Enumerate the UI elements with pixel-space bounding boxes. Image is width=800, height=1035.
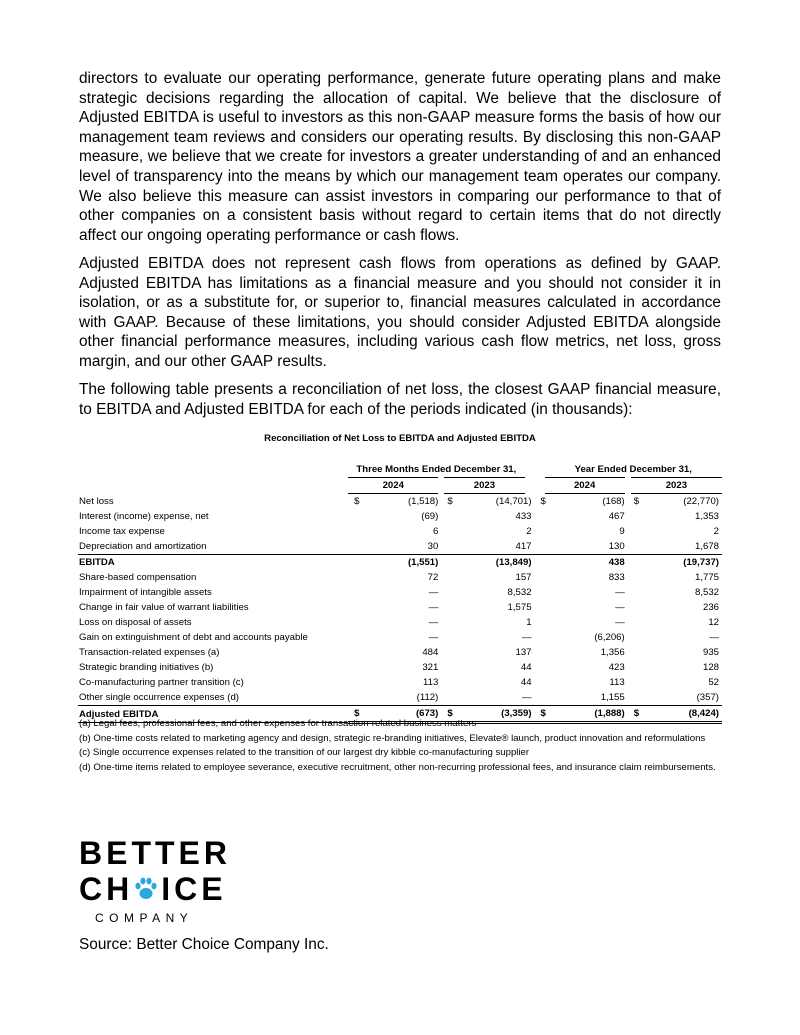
value-cell: (112) <box>416 692 439 703</box>
value-cell: (6,206) <box>594 632 625 643</box>
table-row <box>78 539 722 555</box>
reconciliation-table <box>78 462 722 724</box>
table-title: Reconciliation of Net Loss to EBITDA and Adjusted EBITDA <box>264 433 536 444</box>
currency-symbol <box>535 509 548 524</box>
currency-symbol <box>348 600 361 615</box>
currency-symbol <box>348 630 361 645</box>
value-cell: 484 <box>422 647 439 658</box>
value-cell: 113 <box>609 677 625 688</box>
table-row <box>78 509 722 524</box>
year-header: 2023 <box>628 478 722 494</box>
currency-symbol <box>441 524 454 539</box>
currency-symbol <box>535 690 548 706</box>
value-cell: 1,353 <box>694 511 719 522</box>
currency-symbol <box>348 645 361 660</box>
paragraph-table-intro: The following table presents a reconciliation of net loss, the closest GAAP financial measure, to EBITDA and Adjusted EBITDA for each of the periods indicated (in thousands): <box>79 381 721 418</box>
currency-symbol <box>535 675 548 690</box>
value-cell: 417 <box>515 541 532 552</box>
value-cell: 9 <box>619 526 625 537</box>
paw-print-icon <box>134 876 158 902</box>
value-cell: — <box>615 602 625 613</box>
row-label: EBITDA <box>78 555 348 571</box>
row-label: Interest (income) expense, net <box>79 511 209 522</box>
currency-symbol <box>628 615 641 630</box>
value-cell: 236 <box>702 602 719 613</box>
table-row <box>78 690 722 706</box>
currency-symbol <box>348 675 361 690</box>
row-label: Income tax expense <box>79 526 165 537</box>
currency-symbol <box>628 600 641 615</box>
row-label: Co-manufacturing partner transition (c) <box>79 677 244 688</box>
currency-symbol <box>348 690 361 706</box>
logo-text-ice: ICE <box>161 871 227 907</box>
value-cell: — <box>615 617 625 628</box>
currency-symbol <box>535 570 548 585</box>
row-label: Depreciation and amortization <box>79 541 207 552</box>
value-cell: (357) <box>696 692 719 703</box>
currency-symbol <box>348 585 361 600</box>
value-cell: (1,888) <box>547 706 628 723</box>
value-cell: 1,775 <box>694 572 719 583</box>
row-label: Change in fair value of warrant liabilities <box>79 602 249 613</box>
source-credit: Source: Better Choice Company Inc. <box>79 936 329 953</box>
value-cell: — <box>428 632 439 643</box>
value-cell: — <box>709 632 719 643</box>
logo-line-better: BETTER <box>79 835 231 871</box>
currency-symbol <box>441 600 454 615</box>
value-cell: 130 <box>608 541 625 552</box>
year-header: 2024 <box>535 478 628 494</box>
value-cell: 72 <box>427 572 439 583</box>
currency-symbol <box>628 570 641 585</box>
value-cell: (673) <box>361 706 442 723</box>
currency-symbol <box>535 555 548 571</box>
value-cell: 157 <box>515 572 532 583</box>
value-cell: (19,737) <box>640 555 722 571</box>
value-cell: 1,155 <box>600 692 625 703</box>
table-row <box>78 585 722 600</box>
table-row <box>78 555 722 571</box>
row-label: Adjusted EBITDA <box>78 706 348 723</box>
table-row <box>78 660 722 675</box>
currency-symbol <box>441 585 454 600</box>
row-label: Transaction-related expenses (a) <box>79 647 220 658</box>
value-cell: 137 <box>515 647 532 658</box>
currency-symbol <box>348 555 361 571</box>
value-cell: — <box>521 692 532 703</box>
value-cell: (14,701) <box>495 496 532 507</box>
currency-symbol <box>348 539 361 555</box>
value-cell: 8,532 <box>507 587 532 598</box>
value-cell: (13,849) <box>454 555 535 571</box>
value-cell: 321 <box>422 662 439 673</box>
currency-symbol <box>441 509 454 524</box>
currency-symbol <box>628 539 641 555</box>
currency-symbol <box>535 600 548 615</box>
value-cell: 1,575 <box>507 602 532 613</box>
footnote-c: (c) Single occurrence expenses related to the transition of our largest dry kibble co-manufacturing supplier <box>79 747 530 759</box>
currency-symbol: $ <box>633 496 640 507</box>
better-choice-logo <box>79 835 229 925</box>
currency-symbol <box>628 585 641 600</box>
row-label: Impairment of intangible assets <box>79 587 212 598</box>
footnote-b: (b) One-time costs related to marketing agency and design, strategic re-branding initiatives, Elevate® launch, product innovation and reformulations <box>79 732 706 744</box>
currency-symbol <box>628 675 641 690</box>
value-cell: 44 <box>520 662 532 673</box>
currency-symbol <box>348 615 361 630</box>
value-cell: 12 <box>708 617 719 628</box>
value-cell: 467 <box>608 511 625 522</box>
currency-symbol <box>535 660 548 675</box>
currency-symbol: $ <box>441 706 454 723</box>
year-header: 2024 <box>348 478 441 494</box>
currency-symbol <box>628 690 641 706</box>
value-cell: 30 <box>427 541 439 552</box>
table-row <box>78 494 722 510</box>
value-cell: (1,518) <box>407 496 439 507</box>
currency-symbol <box>348 570 361 585</box>
currency-symbol: $ <box>628 706 641 723</box>
value-cell: 113 <box>423 677 439 688</box>
row-label: Gain on extinguishment of debt and accounts payable <box>79 632 308 643</box>
currency-symbol: $ <box>540 496 546 507</box>
value-cell: (22,770) <box>683 496 719 507</box>
value-cell: 1,356 <box>600 647 625 658</box>
row-label: Strategic branding initiatives (b) <box>79 662 214 673</box>
row-label: Net loss <box>79 495 114 507</box>
table-row <box>78 645 722 660</box>
value-cell: 6 <box>433 526 439 537</box>
paragraph-adjusted-ebitda-limitations: Adjusted EBITDA does not represent cash flows from operations as defined by GAAP. Adjusted EBITDA has limitations as a financial measure and you should not consider it in isolation, or as a substitute for, or superior to, financial measures calculated in accordance with GAAP. Because of these limitations, you should consider Adjusted EBITDA alongside other financial performance measures, including various cash flow metrics, net loss, gross margin, and our other GAAP results. <box>79 255 721 370</box>
logo-line-choice <box>79 871 229 907</box>
value-cell: 833 <box>608 572 625 583</box>
value-cell: 1,678 <box>694 541 719 552</box>
period-header-year: Year Ended December 31, <box>535 462 722 478</box>
table-row <box>78 630 722 645</box>
value-cell: 2 <box>526 526 532 537</box>
value-cell: — <box>428 587 439 598</box>
value-cell: — <box>428 617 439 628</box>
currency-symbol <box>535 630 548 645</box>
table-row <box>78 675 722 690</box>
currency-symbol <box>348 660 361 675</box>
value-cell: (8,424) <box>640 706 722 723</box>
currency-symbol <box>535 645 548 660</box>
currency-symbol <box>441 555 454 571</box>
row-label: Loss on disposal of assets <box>79 617 192 628</box>
row-label: Other single occurrence expenses (d) <box>79 692 239 703</box>
currency-symbol <box>628 660 641 675</box>
currency-symbol <box>441 690 454 706</box>
table-row <box>78 524 722 539</box>
table-row <box>78 615 722 630</box>
currency-symbol <box>348 524 361 539</box>
value-cell: 935 <box>702 647 719 658</box>
value-cell: 433 <box>515 511 532 522</box>
currency-symbol: $ <box>535 706 548 723</box>
footnote-d: (d) One-time items related to employee severance, executive recruitment, other non-recurring professional fees, and insurance claim reimbursements. <box>79 761 716 773</box>
currency-symbol: $ <box>354 496 360 507</box>
currency-symbol <box>441 630 454 645</box>
table-row <box>78 600 722 615</box>
currency-symbol <box>628 645 641 660</box>
value-cell: 44 <box>520 677 532 688</box>
value-cell: 2 <box>713 526 719 537</box>
currency-symbol <box>441 675 454 690</box>
value-cell: (3,359) <box>454 706 535 723</box>
year-header: 2023 <box>441 478 534 494</box>
value-cell: 423 <box>608 662 625 673</box>
currency-symbol: $ <box>447 496 453 507</box>
paragraph-adjusted-ebitda-purpose: directors to evaluate our operating performance, generate future operating plans and make strategic decisions regarding the allocation of capital. We believe that the disclosure of Adjusted EBITDA is useful to investors as this non-GAAP measure forms the basis of how our management team reviews and considers our operating results. By disclosing this non-GAAP measure, we believe that we create for investors a greater understanding of and an enhanced level of transparency into the means by which our management team operates our company. We also believe this measure can assist investors in comparing our performance to that of other companies on a consistent basis without regard to certain items that do not directly affect our ongoing operating performance or cash flows. <box>79 70 721 244</box>
currency-symbol <box>441 660 454 675</box>
currency-symbol <box>535 539 548 555</box>
table-row <box>78 570 722 585</box>
currency-symbol <box>441 570 454 585</box>
currency-symbol <box>628 524 641 539</box>
value-cell: 128 <box>702 662 719 673</box>
value-cell: (69) <box>421 511 439 522</box>
row-label: Share-based compensation <box>79 572 197 583</box>
footnotes <box>79 718 721 776</box>
currency-symbol <box>441 539 454 555</box>
value-cell: — <box>521 632 532 643</box>
value-cell: (1,551) <box>361 555 442 571</box>
currency-symbol <box>628 555 641 571</box>
value-cell: — <box>428 602 439 613</box>
footnote-a: (a) Legal fees, professional fees, and other expenses for transaction-related business matters <box>79 718 477 729</box>
value-cell: 52 <box>708 677 719 688</box>
value-cell: 438 <box>547 555 628 571</box>
currency-symbol <box>441 615 454 630</box>
currency-symbol <box>535 524 548 539</box>
period-header-three-months: Three Months Ended December 31, <box>348 462 534 478</box>
currency-symbol: $ <box>348 706 361 723</box>
logo-text-ch: CH <box>79 871 134 907</box>
currency-symbol <box>348 509 361 524</box>
logo-line-company: COMPANY <box>95 911 194 925</box>
currency-symbol <box>628 630 641 645</box>
currency-symbol <box>535 615 548 630</box>
currency-symbol <box>535 585 548 600</box>
currency-symbol <box>441 645 454 660</box>
value-cell: — <box>615 587 625 598</box>
value-cell: 1 <box>526 617 532 628</box>
value-cell: (168) <box>602 496 625 507</box>
value-cell: 8,532 <box>694 587 719 598</box>
currency-symbol <box>628 509 641 524</box>
